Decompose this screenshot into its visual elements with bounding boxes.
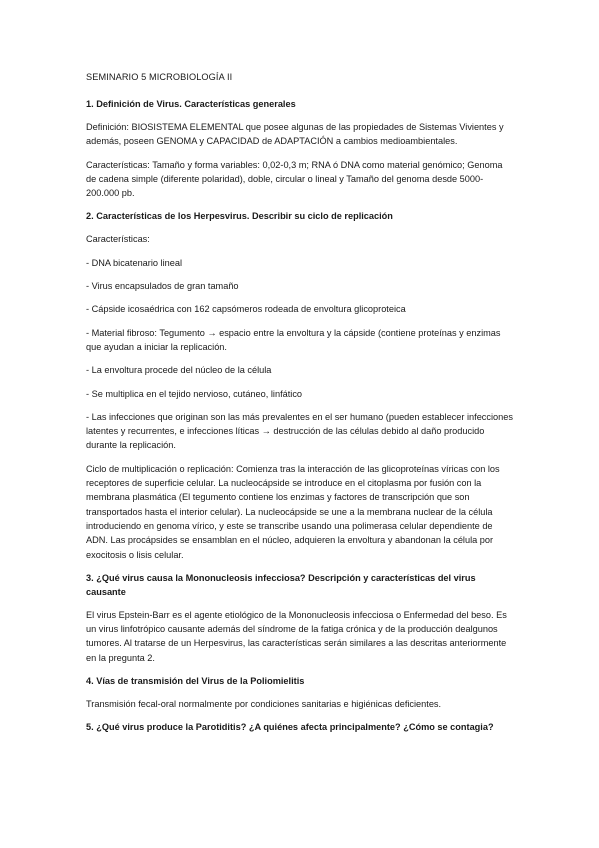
section-3-heading: 3. ¿Qué virus causa la Mononucleosis infecciosa? Descripción y características del virus causante bbox=[86, 572, 476, 597]
document-title: SEMINARIO 5 MICROBIOLOGÍA II bbox=[86, 72, 233, 82]
section-2-replication-cycle: Ciclo de multiplicación o replicación: Comienza tras la interacción de las glicoproteínas víricas con los receptores de superficie celular. La nucleocápside se introduce en el citoplasma por fusión con la membrana plasmática (El tegumento contiene los enzimas y factores de transcripción que son transportados hasta el interior celular). La nucleocápside se une a la membrana nuclear de la célula introduciendo en genoma vírico, y este se transcribe usando una polimerasa celular dependiente de ADN. Las procápsides se ensamblan en el núcleo, adquieren la envoltura y abandonan la célula por exocitosis o lisis celular. bbox=[86, 463, 500, 560]
section-1-heading: 1. Definición de Virus. Características generales bbox=[86, 99, 296, 109]
section-2-heading: 2. Características de los Herpesvirus. Describir su ciclo de replicación bbox=[86, 211, 393, 222]
section-3-paragraph: El virus Epstein-Barr es el agente etiológico de la Mononucleosis infecciosa o Enfermedad del beso. Es un virus linfotrópico causante además del síndrome de la fatiga crónica y de la producción dealgunos tumores. Al tratarse de un Herpesvirus, las características serán similares a las descritas anteriormente en la pregunta 2. bbox=[86, 609, 507, 663]
section-1-definition: Definición: BIOSISTEMA ELEMENTAL que posee algunas de las propiedades de Sistemas Vivientes y además, poseen GENOMA y CAPACIDAD de ADAPTACIÓN a cambios medioambientales. bbox=[86, 122, 504, 147]
section-1-characteristics: Características: Tamaño y forma variables: 0,02-0,3 m; RNA ó DNA como material genómico; Genoma de cadena simple (diferente polaridad), doble, circular o lineal y Tamaño del genoma desde 5000-200.000 pb. bbox=[86, 159, 503, 199]
section-2-bullet-7: - Las infecciones que originan son las más prevalentes en el ser humano (pueden establecer infecciones latentes y recurrentes, e infecciones líticas → destrucción de las células debido al daño producido durante la replicación. bbox=[86, 411, 513, 451]
section-2-bullet-3: - Cápside icosaédrica con 162 capsómeros rodeada de envoltura glicoproteica bbox=[86, 304, 406, 315]
section-2-bullet-6: - Se multiplica en el tejido nervioso, cutáneo, linfático bbox=[86, 388, 303, 399]
section-2-bullet-4: - Material fibroso: Tegumento → espacio entre la envoltura y la cápside (contiene proteínas y enzimas que ayudan a iniciar la replicación. bbox=[86, 327, 501, 352]
section-4-paragraph: Transmisión fecal-oral normalmente por condiciones sanitarias e higiénicas deficientes. bbox=[86, 699, 442, 710]
section-4-heading: 4. Vías de transmisión del Virus de la Poliomielitis bbox=[86, 676, 305, 687]
section-2-bullet-1: - DNA bicatenario lineal bbox=[86, 257, 183, 268]
section-2-characteristics-label: Características: bbox=[86, 234, 150, 245]
section-2-bullet-5: - La envoltura procede del núcleo de la célula bbox=[86, 365, 272, 376]
section-5-heading: 5. ¿Qué virus produce la Parotiditis? ¿A quiénes afecta principalmente? ¿Cómo se contagia? bbox=[86, 722, 494, 733]
section-2-bullet-2: - Virus encapsulados de gran tamaño bbox=[86, 281, 239, 292]
